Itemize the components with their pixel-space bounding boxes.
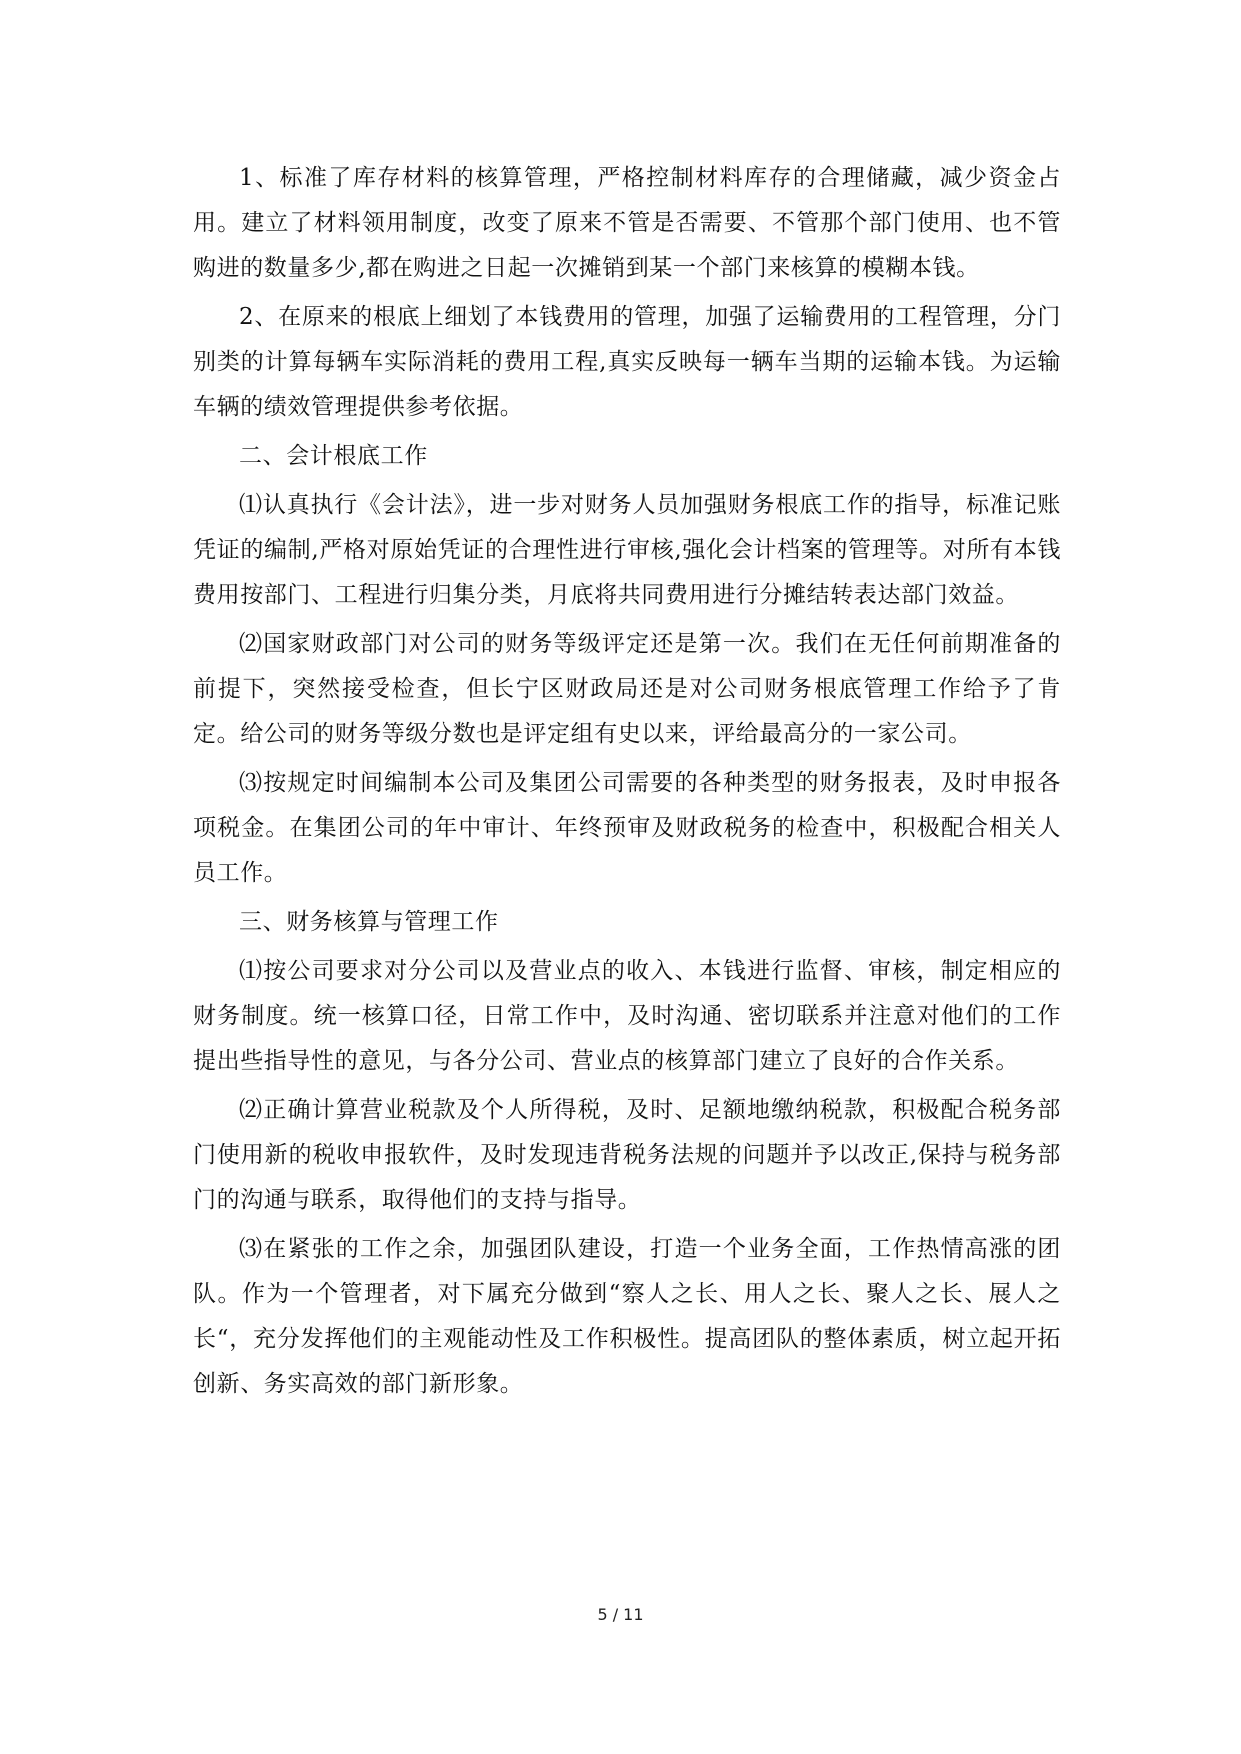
document-body — [193, 156, 1061, 1411]
paragraph-inventory-management: 1、标准了库存材料的核算管理，严格控制材料库存的合理储藏，减少资金占用。建立了材料领用制度，改变了原来不管是否需要、不管那个部门使用、也不管购进的数量多少,都在购进之日起一次摊销到某一个部门来核算的模糊本钱。 — [193, 165, 1061, 281]
page-number: 5 / 11 — [597, 1605, 644, 1624]
paragraph-accounting-law: ⑴认真执行《会计法》，进一步对财务人员加强财务根底工作的指导，标准记账凭证的编制,严格对原始凭证的合理性进行审核,强化会计档案的管理等。对所有本钱费用按部门、工程进行归集分类，月底将共同费用进行分摊结转表达部门效益。 — [193, 492, 1061, 608]
paragraph-financial-rating: ⑵国家财政部门对公司的财务等级评定还是第一次。我们在无任何前期准备的前提下，突然接受检查，但长宁区财政局还是对公司财务根底管理工作给予了肯定。给公司的财务等级分数也是评定组有史以来，评给最高分的一家公司。 — [193, 631, 1061, 747]
paragraph-financial-reports: ⑶按规定时间编制本公司及集团公司需要的各种类型的财务报表，及时申报各项税金。在集团公司的年中审计、年终预审及财政税务的检查中，积极配合相关人员工作。 — [193, 770, 1061, 886]
paragraph-team-building: ⑶在紧张的工作之余，加强团队建设，打造一个业务全面，工作热情高涨的团队。作为一个管理者，对下属充分做到“察人之长、用人之长、聚人之长、展人之长“，充分发挥他们的主观能动性及工作积极性。提高团队的整体素质，树立起开拓创新、务实高效的部门新形象。 — [193, 1236, 1061, 1397]
paragraph-branch-supervision: ⑴按公司要求对分公司以及营业点的收入、本钱进行监督、审核，制定相应的财务制度。统一核算口径，日常工作中，及时沟通、密切联系并注意对他们的工作提出些指导性的意见，与各分公司、营业点的核算部门建立了良好的合作关系。 — [193, 958, 1061, 1074]
paragraph-cost-management: 2、在原来的根底上细划了本钱费用的管理，加强了运输费用的工程管理，分门别类的计算每辆车实际消耗的费用工程,真实反映每一辆车当期的运输本钱。为运输车辆的绩效管理提供参考依据。 — [193, 304, 1061, 420]
section-heading-financial-accounting: 三、财务核算与管理工作 — [239, 909, 499, 935]
section-heading-accounting-basics: 二、会计根底工作 — [239, 443, 428, 469]
paragraph-tax-calculation: ⑵正确计算营业税款及个人所得税，及时、足额地缴纳税款，积极配合税务部门使用新的税收申报软件，及时发现违背税务法规的问题并予以改正,保持与税务部门的沟通与联系，取得他们的支持与指导。 — [193, 1097, 1061, 1213]
